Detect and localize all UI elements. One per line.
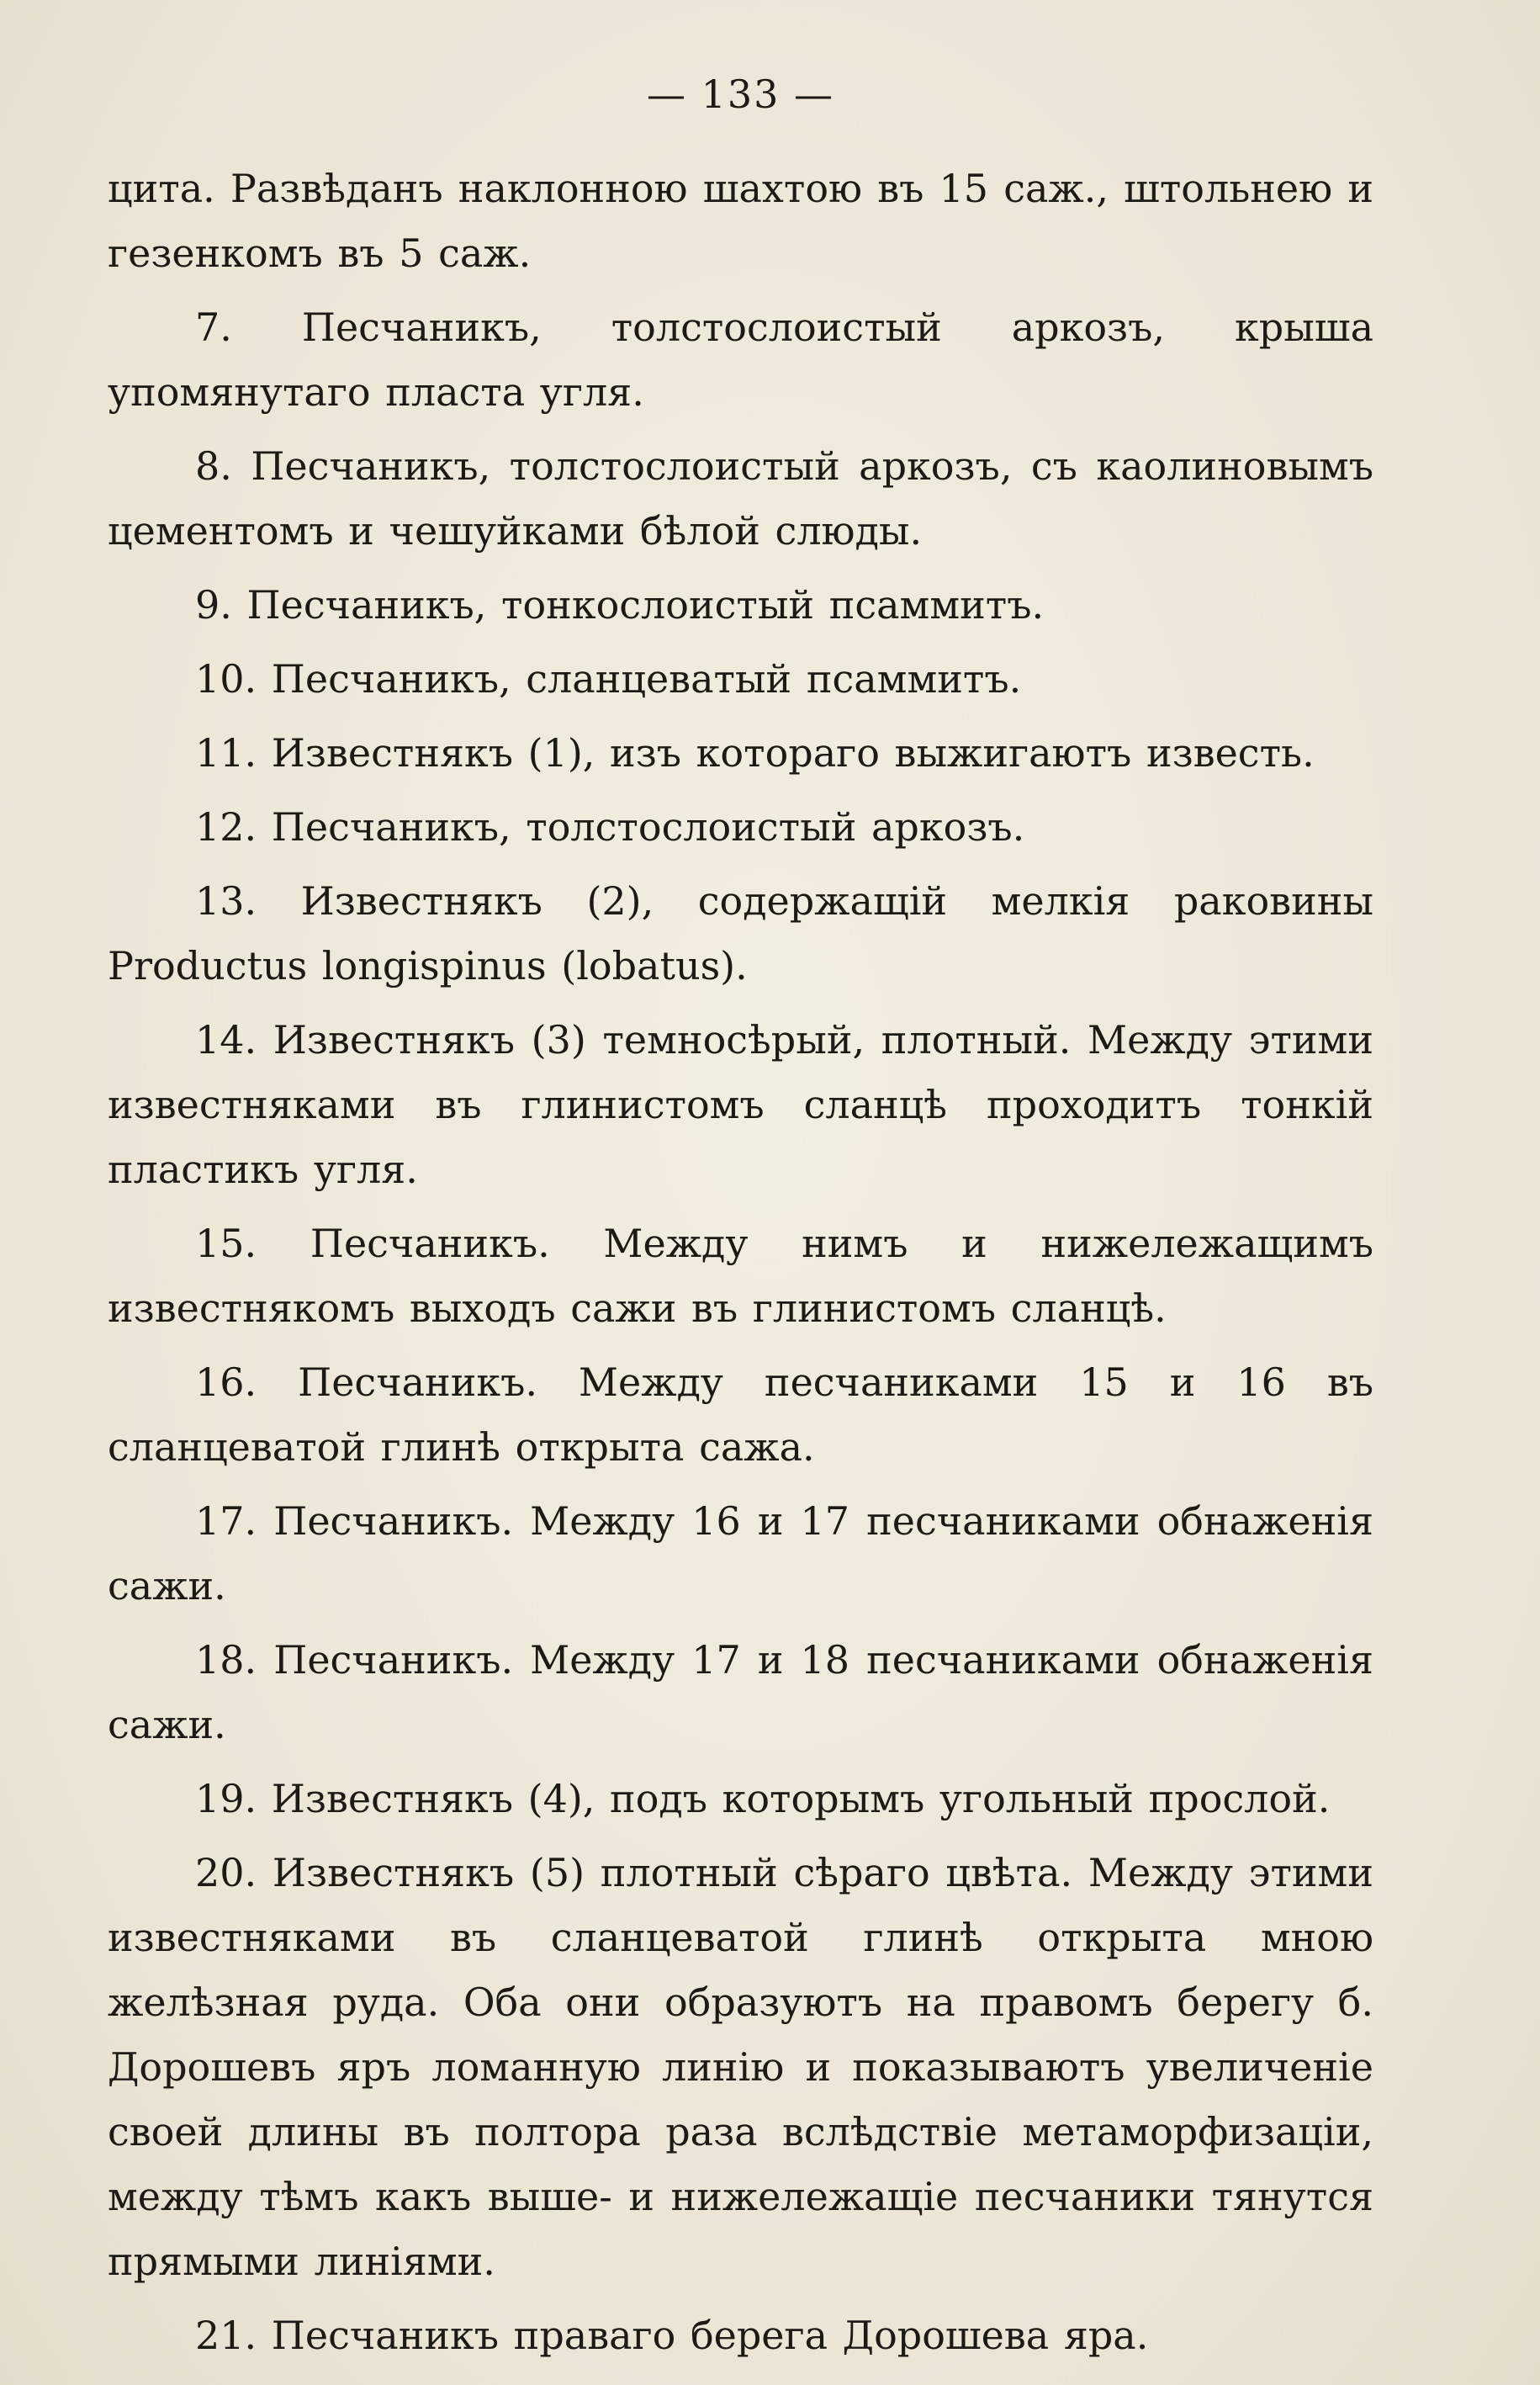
paragraph: 16. Песчаникъ. Между песчаниками 15 и 16 въ сланцеватой глинѣ открыта сажа. [108, 1359, 1373, 1470]
paragraph: 14. Известнякъ (3) темносѣрый, плотный. Между этими известняками въ глинистомъ сланцѣ проходитъ тонкій пластикъ угля. [108, 1017, 1373, 1192]
paragraph: 21. Песчаникъ праваго берега Дорошева яра. [195, 2313, 1149, 2358]
paragraph: 19. Известнякъ (4), подъ которымъ угольный прослой. [195, 1776, 1331, 1821]
paragraph: 11. Известнякъ (1), изъ котораго выжигаютъ известь. [195, 730, 1315, 776]
paragraph: 17. Песчаникъ. Между 16 и 17 песчаниками обнаженія сажи. [108, 1498, 1373, 1609]
paragraph: 12. Песчаникъ, толстослоистый аркозъ. [195, 804, 1025, 850]
paragraph: 15. Песчаникъ. Между нимъ и нижележащимъ известнякомъ выходъ сажи въ глинистомъ сланцѣ. [108, 1221, 1373, 1331]
paragraph: 10. Песчаникъ, сланцеватый псаммитъ. [195, 656, 1022, 702]
paragraph: 7. Песчаникъ, толстослоистый аркозъ, крыша упомянутаго пласта угля. [108, 305, 1373, 415]
page-number: — 133 — [646, 72, 835, 117]
body-text [108, 156, 1373, 2368]
paragraph: 8. Песчаникъ, толстослоистый аркозъ, съ каолиновымъ цементомъ и чешуйками бѣлой слюды. [108, 443, 1373, 554]
paragraph: 18. Песчаникъ. Между 17 и 18 песчаниками обнаженія сажи. [108, 1637, 1373, 1747]
paragraph: цита. Развѣданъ наклонною шахтою въ 15 саж., штольнею и гезенкомъ въ 5 саж. [108, 166, 1373, 276]
document-page [108, 61, 1373, 2358]
paragraph: 13. Известнякъ (2), содержащій мелкія раковины Productus longispinus (lobatus). [108, 878, 1373, 988]
paragraph: 20. Известнякъ (5) плотный сѣраго цвѣта. Между этими известняками въ сланцеватой глинѣ открыта мною желѣзная руда. Оба они образуютъ на правомъ берегу б. Дорошевъ яръ ломанную линію и показываютъ увеличеніе своей длины въ полтора раза вслѣдствіе метаморфизаціи, между тѣмъ какъ выше- и нижележащіе песчаники тянутся прямыми линіями. [108, 1850, 1373, 2284]
paragraph: 9. Песчаникъ, тонкослоистый псаммитъ. [195, 582, 1045, 628]
